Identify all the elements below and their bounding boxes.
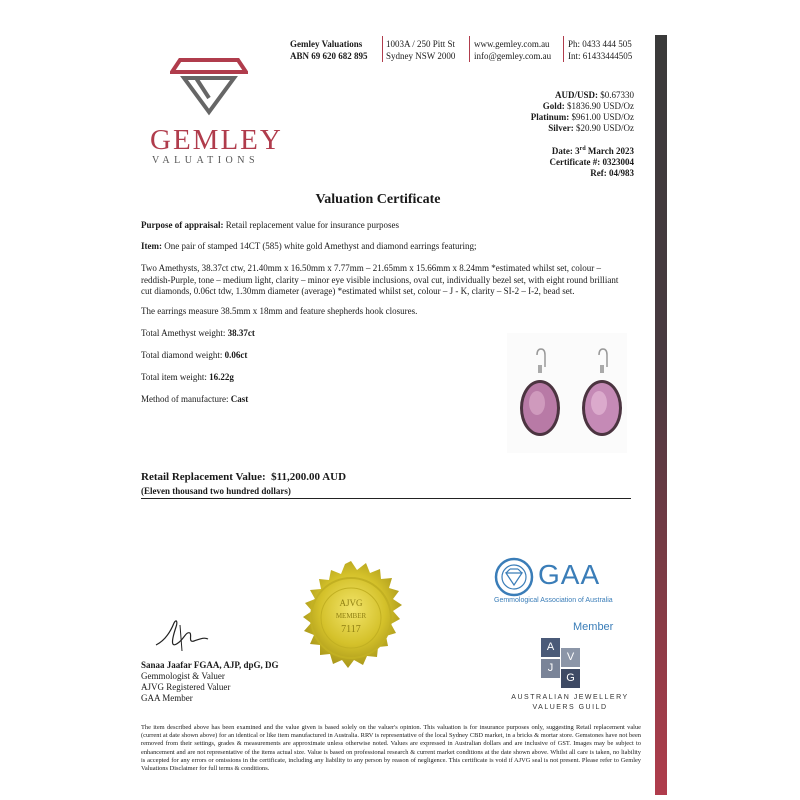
- item-weight: Total item weight: 16.22g: [141, 372, 234, 382]
- page-title: Valuation Certificate: [315, 192, 441, 207]
- header-divider: [382, 36, 383, 62]
- logo-name: GEMLEY: [150, 124, 283, 156]
- ajvg-name-line-1: AUSTRALIAN JEWELLERY: [511, 694, 629, 701]
- ajvg-letter: J: [541, 659, 560, 678]
- rate-aud-usd: AUD/USD: $0.67330: [554, 90, 634, 100]
- logo-subtitle: VALUATIONS: [152, 155, 260, 166]
- ajvg-letter: G: [561, 669, 580, 688]
- certificate-date: Date: 3rd March 2023: [551, 146, 634, 156]
- intl-phone-number: Int: 61433444505: [568, 51, 633, 61]
- gaa-abbr: GAA: [538, 559, 601, 590]
- earrings-photo: [507, 333, 627, 453]
- disclaimer: The item described above has been examined and the value given is based solely on the valuer's opinion. This valuation is for insurance purposes only, suggesting Retail replacement value (current at date shown above) for an identical or like item manufactured in Australia. RRV is representative of the local Sydney CBD market, in a bricks & mortar store. Gemstones have not been removed from their settings, grades & measurements are approximate unless otherwise noted. Values are expressed in Australian dollars and are inclusive of GST. Images may be subject to enhancement and are not representative of the items actual size. Value is based on professional research & current market conditions at the date shown above. Whilst all care is taken, no liability is accepted for any errors or omissions in the certificate, including any liability to any person by reason of negligence. This certificate is void if AJVG seal is not present. Please refer to Gemley Valuations Disclaimer for full terms & conditions.: [141, 724, 641, 773]
- signer-role-3: GAA Member: [141, 693, 193, 703]
- gaa-member-label: Member: [573, 621, 614, 633]
- ajvg-logo: [540, 638, 600, 690]
- amethyst-weight: Total Amethyst weight: 38.37ct: [141, 328, 255, 338]
- certificate-number: Certificate #: 0323004: [549, 157, 634, 167]
- purpose-line: Purpose of appraisal: Retail replacement value for insurance purposes: [141, 220, 399, 230]
- retail-replacement-value: Retail Replacement Value: $11,200.00 AUD: [141, 471, 347, 483]
- seal-line-1: AJVG: [339, 598, 363, 608]
- gaa-gem-icon: [492, 557, 536, 597]
- header-address: [386, 38, 455, 62]
- metal-rates: [531, 90, 634, 134]
- signer-details: [141, 660, 279, 704]
- item-description: Two Amethysts, 38.37ct ctw, 21.40mm x 16.50mm x 7.77mm – 21.65mm x 15.66mm x 8.24mm *estimated whilst set, colour – reddish-Purple, tone – medium light, clarity – minor eye visible inclusions, oval cut, individually bezel set, with eight round brilliant cut diamonds, 0.06ct tdw, 1.30mm diameter (average) *estimated whilst set, colour – J - K, clarity – SI-2 – I-2, bead set.: [141, 263, 619, 296]
- rate-gold: Gold: $1836.90 USD/Oz: [542, 101, 634, 111]
- signature-icon: [150, 615, 210, 655]
- ajvg-letter: V: [561, 648, 580, 667]
- ajvg-name: [500, 693, 640, 713]
- header-web: [474, 38, 551, 62]
- item-line: Item: One pair of stamped 14CT (585) white gold Amethyst and diamond earrings featuring;: [141, 241, 477, 251]
- signer-name: Sanaa Jaafar FGAA, AJP, dpG, DG: [141, 660, 279, 670]
- side-color-bar: [655, 35, 667, 795]
- address-line-2: Sydney NSW 2000: [386, 51, 456, 61]
- rate-silver: Silver: $20.90 USD/Oz: [548, 123, 634, 133]
- certificate-ref: Ref: 04/983: [590, 168, 634, 178]
- company-name: Gemley Valuations: [290, 39, 363, 49]
- address-line-1: 1003A / 250 Pitt St: [386, 39, 456, 49]
- diamond-icon: [170, 58, 248, 116]
- signer-role-1: Gemmologist & Valuer: [141, 671, 225, 681]
- value-in-words: (Eleven thousand two hundred dollars): [141, 486, 291, 496]
- signer-role-2: AJVG Registered Valuer: [141, 682, 231, 692]
- email-link[interactable]: info@gemley.com.au: [474, 51, 552, 61]
- divider-line: [141, 498, 631, 499]
- certificate-meta: [550, 144, 634, 179]
- header-company: [290, 38, 368, 62]
- header-divider: [563, 36, 564, 62]
- gemley-logo: [148, 58, 283, 166]
- phone-number: Ph: 0433 444 505: [568, 39, 632, 49]
- ajvg-name-line-2: VALUERS GUILD: [532, 704, 608, 711]
- gaa-full-name: Gemmological Association of Australia: [494, 597, 613, 604]
- item-measure: The earrings measure 38.5mm x 18mm and feature shepherds hook closures.: [141, 306, 418, 316]
- header-divider: [469, 36, 470, 62]
- header-phone: [568, 38, 632, 62]
- seal-line-3: 7117: [341, 624, 361, 635]
- diamond-weight: Total diamond weight: 0.06ct: [141, 350, 248, 360]
- ajvg-letter: A: [541, 638, 560, 657]
- seal-line-2: MEMBER: [335, 612, 367, 620]
- manufacture-method: Method of manufacture: Cast: [141, 394, 249, 404]
- rate-platinum: Platinum: $961.00 USD/Oz: [530, 112, 634, 122]
- ajvg-seal-icon: [290, 560, 412, 682]
- website-link[interactable]: www.gemley.com.au: [474, 39, 550, 49]
- company-abn: ABN 69 620 682 895: [290, 51, 368, 61]
